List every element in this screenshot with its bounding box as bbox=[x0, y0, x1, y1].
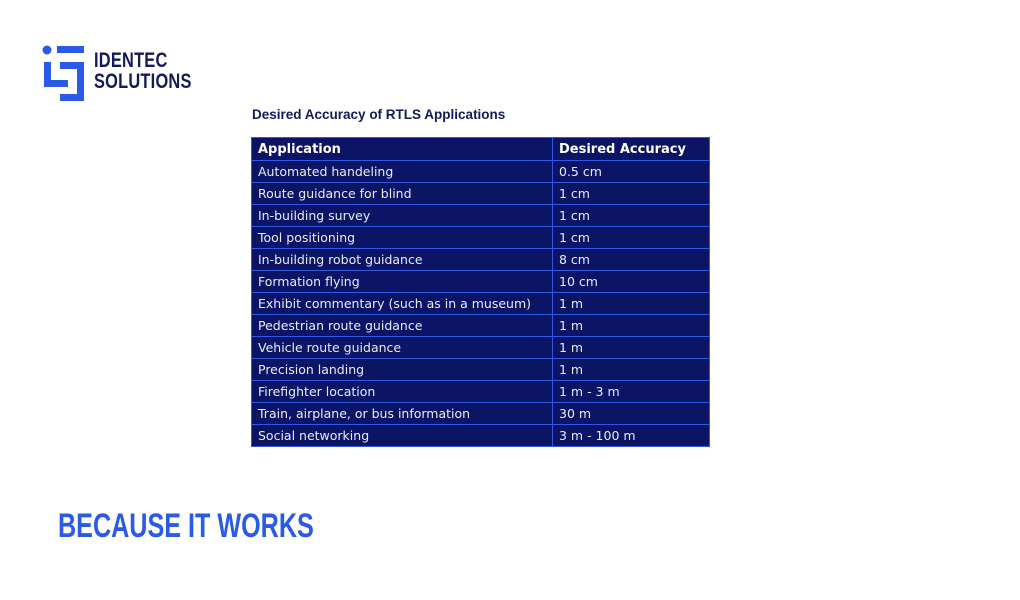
cell-application: In-building robot guidance bbox=[252, 249, 553, 271]
cell-accuracy: 1 m bbox=[553, 337, 710, 359]
table-header-row bbox=[252, 138, 710, 161]
table-row bbox=[252, 205, 710, 227]
brand-line-2: SOLUTIONS bbox=[94, 70, 192, 93]
cell-accuracy: 0.5 cm bbox=[553, 161, 710, 183]
table-row bbox=[252, 359, 710, 381]
cell-application: Route guidance for blind bbox=[252, 183, 553, 205]
table-title: Desired Accuracy of RTLS Applications bbox=[252, 107, 506, 122]
cell-application: Train, airplane, or bus information bbox=[252, 403, 553, 425]
table-row bbox=[252, 161, 710, 183]
cell-accuracy: 8 cm bbox=[553, 249, 710, 271]
table-row bbox=[252, 381, 710, 403]
tagline: BECAUSE IT WORKS bbox=[58, 507, 314, 545]
cell-application: Automated handeling bbox=[252, 161, 553, 183]
cell-application: Pedestrian route guidance bbox=[252, 315, 553, 337]
table-row bbox=[252, 315, 710, 337]
cell-accuracy: 1 cm bbox=[553, 227, 710, 249]
accuracy-table bbox=[251, 137, 710, 447]
cell-application: Formation flying bbox=[252, 271, 553, 293]
table-row bbox=[252, 293, 710, 315]
cell-application: Exhibit commentary (such as in a museum) bbox=[252, 293, 553, 315]
table-row bbox=[252, 425, 710, 447]
cell-application: In-building survey bbox=[252, 205, 553, 227]
cell-accuracy: 1 m bbox=[553, 315, 710, 337]
table-row bbox=[252, 403, 710, 425]
table-row bbox=[252, 337, 710, 359]
cell-accuracy: 1 m bbox=[553, 293, 710, 315]
identec-logo-icon bbox=[40, 42, 88, 104]
table-row bbox=[252, 249, 710, 271]
cell-accuracy: 1 m bbox=[553, 359, 710, 381]
table-row bbox=[252, 227, 710, 249]
cell-application: Precision landing bbox=[252, 359, 553, 381]
brand-line-1: IDENTEC bbox=[94, 49, 168, 72]
cell-accuracy: 1 cm bbox=[553, 205, 710, 227]
header-application: Application bbox=[252, 138, 553, 161]
cell-application: Vehicle route guidance bbox=[252, 337, 553, 359]
header-desired-accuracy: Desired Accuracy bbox=[553, 138, 710, 161]
cell-application: Social networking bbox=[252, 425, 553, 447]
table-row bbox=[252, 271, 710, 293]
brand-wordmark bbox=[94, 50, 192, 92]
table-row bbox=[252, 183, 710, 205]
cell-accuracy: 10 cm bbox=[553, 271, 710, 293]
cell-application: Tool positioning bbox=[252, 227, 553, 249]
cell-accuracy: 1 cm bbox=[553, 183, 710, 205]
cell-accuracy: 1 m - 3 m bbox=[553, 381, 710, 403]
cell-accuracy: 30 m bbox=[553, 403, 710, 425]
cell-accuracy: 3 m - 100 m bbox=[553, 425, 710, 447]
cell-application: Firefighter location bbox=[252, 381, 553, 403]
